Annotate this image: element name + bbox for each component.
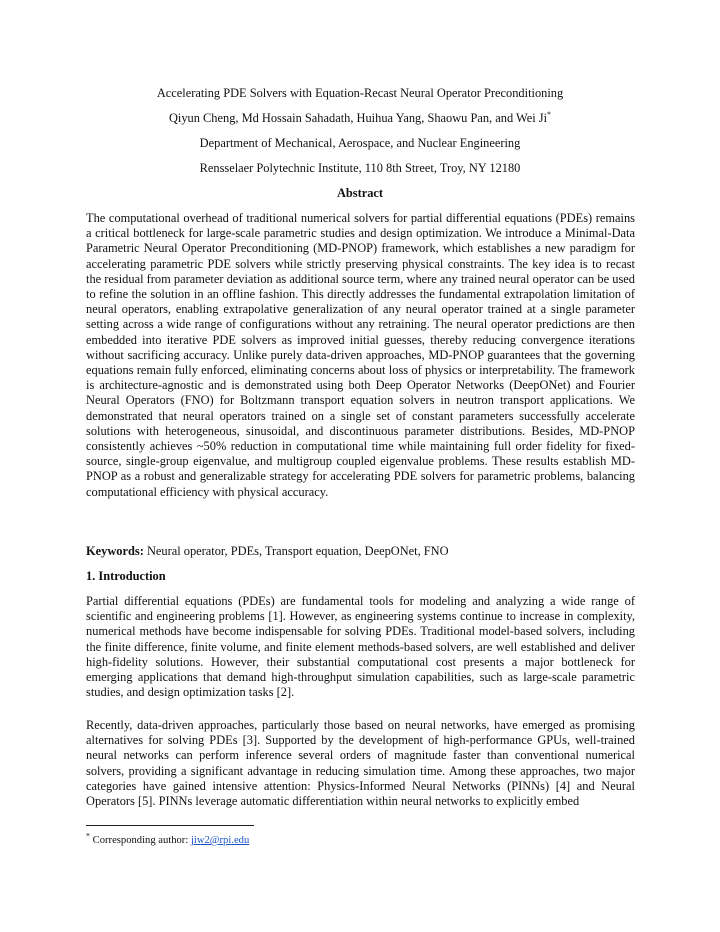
footnote-divider <box>86 825 254 826</box>
section-heading-introduction: 1. Introduction <box>86 569 166 583</box>
footnote <box>86 831 250 847</box>
author-list <box>0 111 720 126</box>
paper-title: Accelerating PDE Solvers with Equation-Recast Neural Operator Preconditioning <box>156 86 564 100</box>
affiliation-institution: Rensselaer Polytechnic Institute, 110 8th Street, Troy, NY 12180 <box>199 161 521 175</box>
keywords-list: Neural operator, PDEs, Transport equation, DeepONet, FNO <box>146 544 449 558</box>
corresponding-author-email-link[interactable]: jiw2@rpi.edu <box>190 835 250 846</box>
keywords-label: Keywords: <box>86 544 144 558</box>
author-names: Qiyun Cheng, Md Hossain Sahadath, Huihua Yang, Shaowu Pan, and Wei Ji <box>168 111 548 125</box>
introduction-paragraph: Partial differential equations (PDEs) are fundamental tools for modeling and analyzing a wide range of scientific and engineering problems [1]. However, as engineering systems continue to increase in complexity, numerical methods have become indispensable for solving PDEs. Traditional model-based solvers, including the finite difference, finite volume, and finite element methods-based solvers, are well established and deliver high-fidelity solutions. However, their substantial computational cost presents a major bottleneck for emerging applications that demand high-throughput simulation capabilities, such as large-scale parametric studies, and design optimization tasks [2]. <box>86 594 635 700</box>
introduction-paragraph: Recently, data-driven approaches, particularly those based on neural networks, have emerged as promising alternatives for solving PDEs [3]. Supported by the development of high-performance GPUs, well-trained neural networks can perform inference several orders of magnitude faster than conventional numerical solvers, providing a significant advantage in reducing simulation time. Among these approaches, two major categories have gained intensive attention: Physics-Informed Neural Networks (PINNs) [4] and Neural Operators [5]. PINNs leverage automatic differentiation within neural networks to explicitly embed <box>86 718 635 809</box>
abstract-text: The computational overhead of traditional numerical solvers for partial differential equations (PDEs) remains a critical bottleneck for large-scale parametric studies and design optimization. We introduce a Minimal-Data Parametric Neural Operator Preconditioning (MD-PNOP) framework, which establishes a new paradigm for accelerating parametric PDE solvers while strictly preserving physical constraints. The key idea is to recast the residual from parameter deviation as additional source term, where any trained neural operator can be used to refine the solution in an offline fashion. This directly addresses the fundamental extrapolation limitation of neural operators, enabling extrapolative generalization of any neural operator trained at a single parameter setting across a wide range of configurations without any retraining. The neural operator predictions are then embedded into iterative PDE solvers as improved initial guesses, thereby reducing convergence iterations without sacrificing accuracy. Unlike purely data-driven approaches, MD-PNOP guarantees that the governing equations remain fully enforced, eliminating concerns about loss of physics or interpretability. The framework is architecture-agnostic and is demonstrated using both Deep Operator Networks (DeepONet) and Fourier Neural Operators (FNO) for Boltzmann transport equation solvers in neutron transport applications. We demonstrated that neural operators trained on a single set of constant parameters successfully accelerate solutions with heterogeneous, sinusoidal, and discontinuous parameter distributions. Besides, MD-PNOP consistently achieves ~50% reduction in computational time while maintaining full order fidelity for fixed-source, single-group eigenvalue, and multigroup coupled eigenvalue problems. These results establish MD-PNOP as a robust and generalizable strategy for accelerating PDE solvers for parametric problems, balancing computational efficiency with physical accuracy. <box>86 211 635 499</box>
abstract-heading: Abstract <box>336 186 384 200</box>
affiliation-department: Department of Mechanical, Aerospace, and Nuclear Engineering <box>199 136 521 150</box>
keywords-line <box>86 544 635 559</box>
footnote-label: Corresponding author: <box>92 835 189 846</box>
footnote-mark: * <box>86 831 90 841</box>
corresponding-author-mark: * <box>547 109 552 119</box>
